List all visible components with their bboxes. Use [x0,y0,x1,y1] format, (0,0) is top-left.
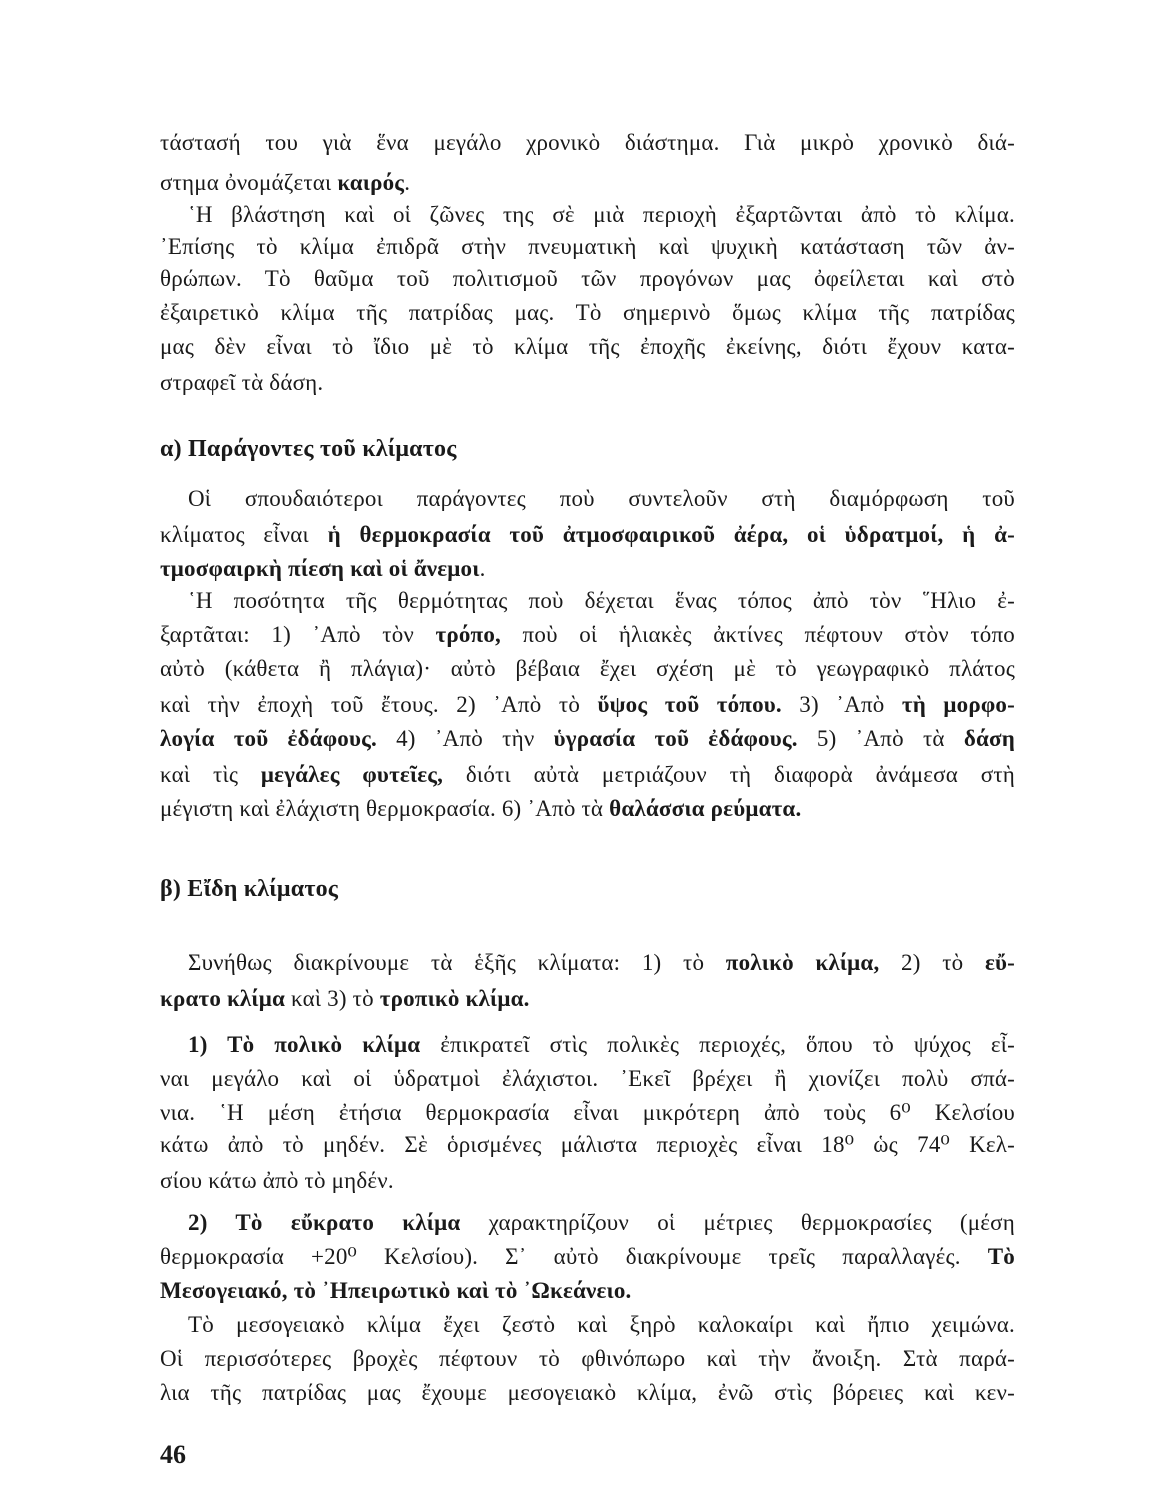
text-line: ξαρτᾶται: 1) ᾿Απὸ τὸν τρόπο, ποὺ οἱ ἡλιακὲς ἀκτίνες πέφτουν στὸν τόπο [160,622,1015,647]
text-line: τάστασή του γιὰ ἕνα μεγάλο χρονικὸ διάστημα. Γιὰ μικρὸ χρονικὸ διά- [160,130,1015,155]
text-line: στραφεῖ τὰ δάση. [160,370,324,395]
text-line: Μεσογειακό, τὸ ᾿Ηπειρωτικὸ καὶ τὸ ᾿Ωκεάνειο. [160,1278,632,1303]
text-line: θερμοκρασία +20⁰ Κελσίου). Σ᾿ αὐτὸ διακρίνουμε τρεῖς παραλλαγές. Τὸ [160,1244,1015,1269]
text-line: μέγιστη καὶ ἐλάχιστη θερμοκρασία. 6) ᾿Απὸ τὰ θαλάσσια ρεύματα. [160,796,802,821]
page-number: 46 [160,1440,186,1469]
text-line: ἐξαιρετικὸ κλίμα τῆς πατρίδας μας. Τὸ σημερινὸ ὅμως κλίμα τῆς πατρίδας [160,300,1015,325]
text-line: αὐτὸ (κάθετα ἢ πλάγια)· αὐτὸ βέβαια ἔχει σχέση μὲ τὸ γεωγραφικὸ πλάτος [160,656,1015,681]
text-line: θρώπων. Τὸ θαῦμα τοῦ πολιτισμοῦ τῶν προγόνων μας ὀφείλεται καὶ στὸ [160,266,1015,291]
text-line: τμοσφαιρκὴ πίεση καὶ οἱ ἄνεμοι. [160,556,486,581]
section-heading: β) Εἴδη κλίματος [160,876,339,902]
text-line: λογία τοῦ ἐδάφους. 4) ᾿Απὸ τὴν ὑγρασία τοῦ ἐδάφους. 5) ᾿Απὸ τὰ δάση [160,726,1015,751]
text-line: Συνήθως διακρίνουμε τὰ ἑξῆς κλίματα: 1) τὸ πολικὸ κλίμα, 2) τὸ εὔ- [188,950,1015,975]
text-line: μας δὲν εἶναι τὸ ἴδιο μὲ τὸ κλίμα τῆς ἐποχῆς ἐκείνης, διότι ἔχουν κατα- [160,334,1015,359]
text-line: κάτω ἀπὸ τὸ μηδέν. Σὲ ὁρισμένες μάλιστα περιοχὲς εἶναι 18⁰ ὡς 74⁰ Κελ- [160,1132,1015,1157]
text-line: νια. ῾Η μέση ἐτήσια θερμοκρασία εἶναι μικρότερη ἀπὸ τοὺς 6⁰ Κελσίου [160,1100,1015,1125]
text-line: Οἱ περισσότερες βροχὲς πέφτουν τὸ φθινόπωρο καὶ τὴν ἄνοιξη. Στὰ παρά- [160,1346,1015,1371]
text-line: 1) Τὸ πολικὸ κλίμα ἐπικρατεῖ στὶς πολικὲς περιοχές, ὅπου τὸ ψύχος εἶ- [188,1032,1015,1057]
text-line: ῾Η ποσότητα τῆς θερμότητας ποὺ δέχεται ἕνας τόπος ἀπὸ τὸν ῞Ηλιο ἐ- [188,588,1015,613]
text-line: ᾿Επίσης τὸ κλίμα ἐπιδρᾶ στὴν πνευματικὴ καὶ ψυχικὴ κατάσταση τῶν ἀν- [160,234,1015,259]
text-line: ναι μεγάλο καὶ οἱ ὑδρατμοὶ ἐλάχιστοι. ᾿Εκεῖ βρέχει ἢ χιονίζει πολὺ σπά- [160,1066,1015,1091]
text-line: κλίματος εἶναι ἡ θερμοκρασία τοῦ ἀτμοσφαιρικοῦ ἀέρα, οἱ ὑδρατμοί, ἡ ἀ- [160,522,1015,547]
text-line: κρατο κλίμα καὶ 3) τὸ τροπικὸ κλίμα. [160,986,530,1011]
section-heading: α) Παράγοντες τοῦ κλίματος [160,436,457,462]
text-line: ῾Η βλάστηση καὶ οἱ ζῶνες της σὲ μιὰ περιοχὴ ἐξαρτῶνται ἀπὸ τὸ κλίμα. [188,202,1015,227]
text-line: στημα ὀνομάζεται καιρός. [160,170,411,195]
text-line: καὶ τὶς μεγάλες φυτεῖες, διότι αὐτὰ μετριάζουν τὴ διαφορὰ ἀνάμεσα στὴ [160,762,1015,787]
text-line: λια τῆς πατρίδας μας ἔχουμε μεσογειακὸ κλίμα, ἐνῶ στὶς βόρειες καὶ κεν- [160,1380,1015,1405]
text-line: Τὸ μεσογειακὸ κλίμα ἔχει ζεστὸ καὶ ξηρὸ καλοκαίρι καὶ ἤπιο χειμώνα. [188,1312,1015,1337]
text-line: Οἱ σπουδαιότεροι παράγοντες ποὺ συντελοῦν στὴ διαμόρφωση τοῦ [188,486,1015,511]
text-line: σίου κάτω ἀπὸ τὸ μηδέν. [160,1168,394,1193]
text-line: καὶ τὴν ἐποχὴ τοῦ ἔτους. 2) ᾿Απὸ τὸ ὕψος τοῦ τόπου. 3) ᾿Απὸ τὴ μορφο- [160,692,1015,717]
text-line: 2) Τὸ εὔκρατο κλίμα χαρακτηρίζουν οἱ μέτριες θερμοκρασίες (μέση [188,1210,1015,1235]
